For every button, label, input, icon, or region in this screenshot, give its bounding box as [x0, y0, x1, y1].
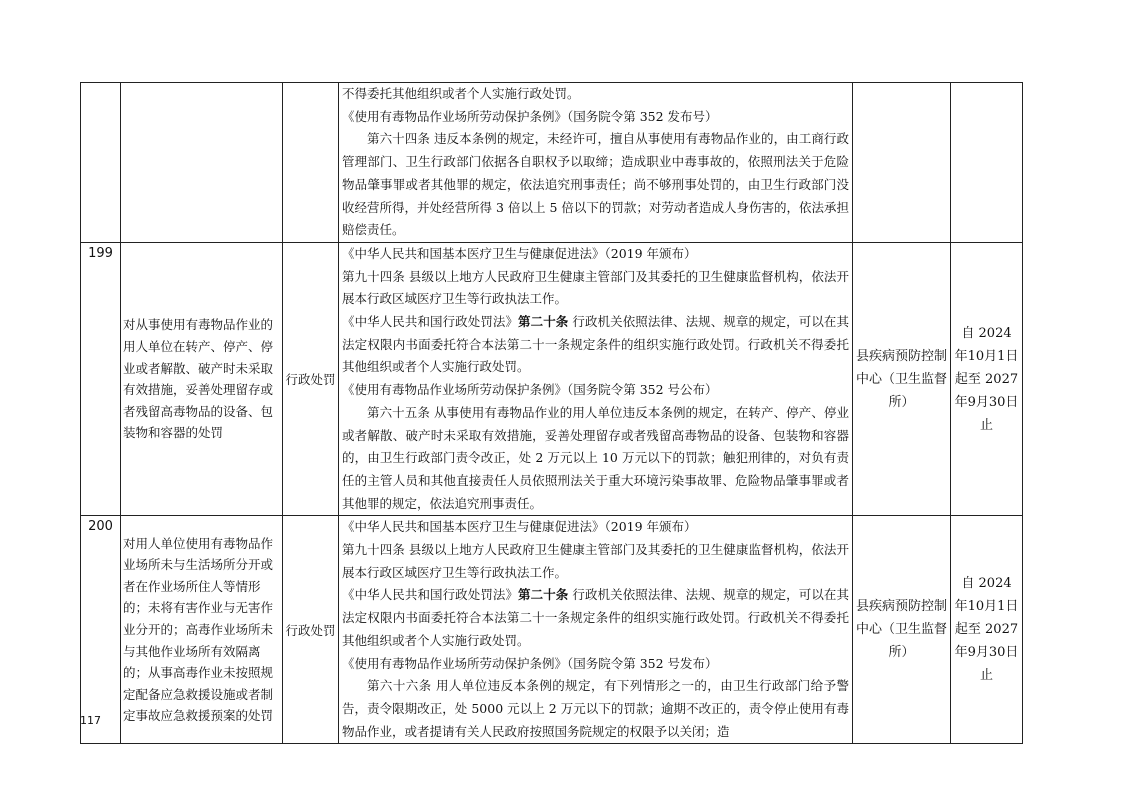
implementing-department: 县疾病预防控制中心（卫生监督所） — [853, 242, 951, 515]
basis-paragraph: 《使用有毒物品作业场所劳动保护条例》（国务院令第 352 发布号） — [342, 108, 718, 124]
law-title: 《中华人民共和国行政处罚法》 — [342, 587, 519, 603]
item-number — [81, 83, 121, 243]
table-row — [81, 242, 1023, 515]
entrustment-period: 自 2024 年10月1日起至 2027 年9月30日止 — [951, 516, 1023, 744]
basis-paragraph: 《中华人民共和国基本医疗卫生与健康促进法》（2019 年颁布） — [342, 519, 697, 535]
legal-basis — [339, 242, 853, 515]
basis-paragraph: 《中华人民共和国基本医疗卫生与健康促进法》（2019 年颁布） — [342, 245, 697, 261]
entrustment-period — [951, 83, 1023, 243]
item-number: 200 — [81, 516, 121, 744]
item-type: 行政处罚 — [283, 242, 339, 515]
legal-basis — [339, 516, 853, 744]
basis-paragraph: 《使用有毒物品作业场所劳动保护条例》（国务院令第 352 号公布） — [342, 382, 718, 398]
basis-paragraph: 第九十四条 县级以上地方人民政府卫生健康主管部门及其委托的卫生健康监督机构，依法开展本行政区域医疗卫生等行政执法工作。 — [342, 268, 849, 307]
enforcement-items-table — [80, 82, 1023, 744]
entrustment-period: 自 2024 年10月1日起至 2027 年9月30日止 — [951, 242, 1023, 515]
basis-paragraph — [342, 311, 849, 379]
article-text: 行政机关依照法律、法规、规章的规定，可以在其法定权限内书面委托符合本法第二十一条规定条件的组织实施行政处罚。行政机关不得委托其他组织或者个人实施行政处罚。 — [342, 314, 849, 375]
implementing-department — [853, 83, 951, 243]
item-name — [121, 83, 283, 243]
basis-paragraph: 《使用有毒物品作业场所劳动保护条例》（国务院令第 352 号发布） — [342, 655, 718, 671]
item-number: 199 — [81, 242, 121, 515]
article-number: 第二十条 — [518, 587, 569, 603]
basis-paragraph: 不得委托其他组织或者个人实施行政处罚。 — [342, 86, 580, 101]
legal-basis — [339, 83, 853, 243]
article-text: 行政机关依照法律、法规、规章的规定，可以在其法定权限内书面委托符合本法第二十一条规定条件的组织实施行政处罚。行政机关不得委托其他组织或者个人实施行政处罚。 — [342, 587, 849, 648]
item-type: 行政处罚 — [283, 516, 339, 744]
item-name: 对从事使用有毒物品作业的用人单位在转产、停产、停业或者解散、破产时未采取有效措施，妥善处理留存或者残留高毒物品的设备、包装物和容器的处罚 — [121, 242, 283, 515]
law-title: 《中华人民共和国行政处罚法》 — [342, 314, 519, 330]
item-name: 对用人单位使用有毒物品作业场所未与生活场所分开或者在作业场所住人等情形的；未将有害作业与无害作业分开的；高毒作业场所未与其他作业场所有效隔离的；从事高毒作业未按照规定配备应急救援设施或者制定事故应急救援预案的处罚 — [121, 516, 283, 744]
page-number: 117 — [80, 714, 101, 727]
implementing-department: 县疾病预防控制中心（卫生监督所） — [853, 516, 951, 744]
basis-paragraph: 第九十四条 县级以上地方人民政府卫生健康主管部门及其委托的卫生健康监督机构，依法开展本行政区域医疗卫生等行政执法工作。 — [342, 542, 849, 580]
basis-paragraph: 第六十五条 从事使用有毒物品作业的用人单位违反本条例的规定，在转产、停产、停业或者解散、破产时未采取有效措施，妥善处理留存或者残留高毒物品的设备、包装物和容器的，由卫生行政部门责令改正，处 2 万元以上 10 万元以下的罚款；触犯刑律的，对负有责任的主管人员和其他直接责任人员依照刑法关于重大环境污染事故罪、危险物品肇事罪或者其他罪的规定，依法追究刑事责任。 — [342, 404, 849, 511]
table-row — [81, 516, 1023, 744]
basis-paragraph: 第六十六条 用人单位违反本条例的规定，有下列情形之一的，由卫生行政部门给予警告，责令限期改正，处 5000 元以上 2 万元以下的罚款；逾期不改正的，责令停止使用有毒物品作业，或者提请有关人民政府按照国务院规定的权限予以关闭；造 — [342, 678, 849, 739]
table-row — [81, 83, 1023, 243]
basis-paragraph: 第六十四条 违反本条例的规定，未经许可，擅自从事使用有毒物品作业的，由工商行政管理部门、卫生行政部门依据各自职权予以取缔；造成职业中毒事故的，依照刑法关于危险物品肇事罪或者其他罪的规定，依法追究刑事责任；尚不够刑事处罚的，由卫生行政部门没收经营所得，并处经营所得 3 倍以上 5 倍以下的罚款；对劳动者造成人身伤害的，依法承担赔偿责任。 — [342, 131, 849, 238]
article-number: 第二十条 — [518, 314, 569, 330]
basis-paragraph — [342, 584, 849, 652]
item-type — [283, 83, 339, 243]
